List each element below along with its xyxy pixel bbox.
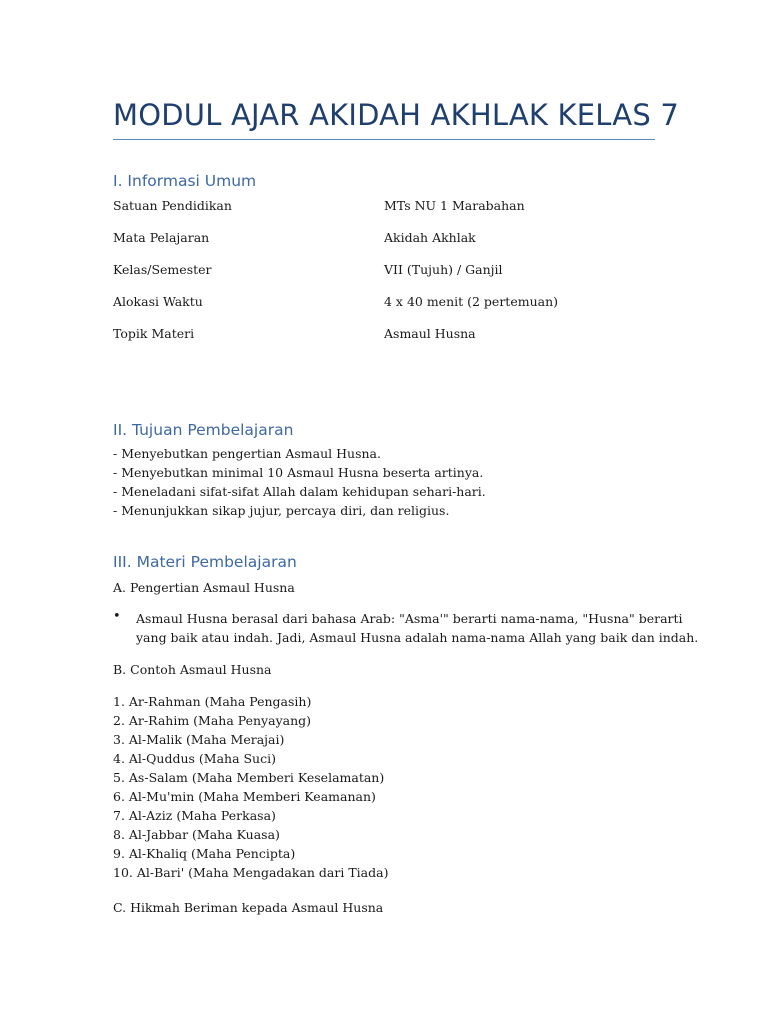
- subsection-b-title: B. Contoh Asmaul Husna: [113, 662, 272, 677]
- info-label: Mata Pelajaran: [113, 230, 210, 245]
- list-item: 4. Al-Quddus (Maha Suci): [113, 751, 276, 766]
- definition-text: [136, 609, 699, 647]
- definition-line: yang baik atau indah. Jadi, Asmaul Husna adalah nama-nama Allah yang baik dan indah.: [136, 630, 699, 645]
- info-row: [113, 196, 655, 228]
- section-1-heading: I. Informasi Umum: [113, 172, 257, 190]
- info-value: Asmaul Husna: [384, 326, 476, 341]
- list-item: 2. Ar-Rahim (Maha Penyayang): [113, 713, 312, 728]
- info-label: Kelas/Semester: [113, 262, 212, 277]
- definition-line: Asmaul Husna berasal dari bahasa Arab: "Asma'" berarti nama-nama, "Husna" berarti: [136, 611, 683, 626]
- list-item: 5. As-Salam (Maha Memberi Keselamatan): [113, 770, 385, 785]
- list-item: 3. Al-Malik (Maha Merajai): [113, 732, 285, 747]
- bullet-icon: •: [113, 609, 121, 624]
- info-label: Alokasi Waktu: [113, 294, 203, 309]
- info-label: Topik Materi: [113, 326, 195, 341]
- objective-item: - Menyebutkan minimal 10 Asmaul Husna beserta artinya.: [113, 465, 484, 480]
- asmaul-husna-list: [113, 692, 655, 882]
- list-item: 6. Al-Mu'min (Maha Memberi Keamanan): [113, 789, 376, 804]
- list-item: 7. Al-Aziz (Maha Perkasa): [113, 808, 276, 823]
- subsection-a-title: A. Pengertian Asmaul Husna: [113, 580, 295, 595]
- info-row: [113, 292, 655, 324]
- info-table: [113, 196, 655, 356]
- title-underline: [113, 139, 655, 140]
- objective-item: - Menyebutkan pengertian Asmaul Husna.: [113, 446, 381, 461]
- info-row: [113, 228, 655, 260]
- section-2-heading: II. Tujuan Pembelajaran: [113, 421, 294, 439]
- list-item: 1. Ar-Rahman (Maha Pengasih): [113, 694, 312, 709]
- info-value: VII (Tujuh) / Ganjil: [384, 262, 503, 277]
- objectives-list: [113, 444, 655, 520]
- subsection-c-title: C. Hikmah Beriman kepada Asmaul Husna: [113, 900, 384, 915]
- info-row: [113, 324, 655, 356]
- info-value: MTs NU 1 Marabahan: [384, 198, 525, 213]
- section-3-heading: III. Materi Pembelajaran: [113, 553, 297, 571]
- info-value: Akidah Akhlak: [384, 230, 476, 245]
- info-label: Satuan Pendidikan: [113, 198, 232, 213]
- info-value: 4 x 40 menit (2 pertemuan): [384, 294, 559, 309]
- info-row: [113, 260, 655, 292]
- list-item: 10. Al-Bari' (Maha Mengadakan dari Tiada): [113, 865, 389, 880]
- objective-item: - Menunjukkan sikap jujur, percaya diri, dan religius.: [113, 503, 450, 518]
- list-item: 8. Al-Jabbar (Maha Kuasa): [113, 827, 280, 842]
- objective-item: - Meneladani sifat-sifat Allah dalam kehidupan sehari-hari.: [113, 484, 486, 499]
- document-title: MODUL AJAR AKIDAH AKHLAK KELAS 7: [113, 98, 679, 132]
- list-item: 9. Al-Khaliq (Maha Pencipta): [113, 846, 296, 861]
